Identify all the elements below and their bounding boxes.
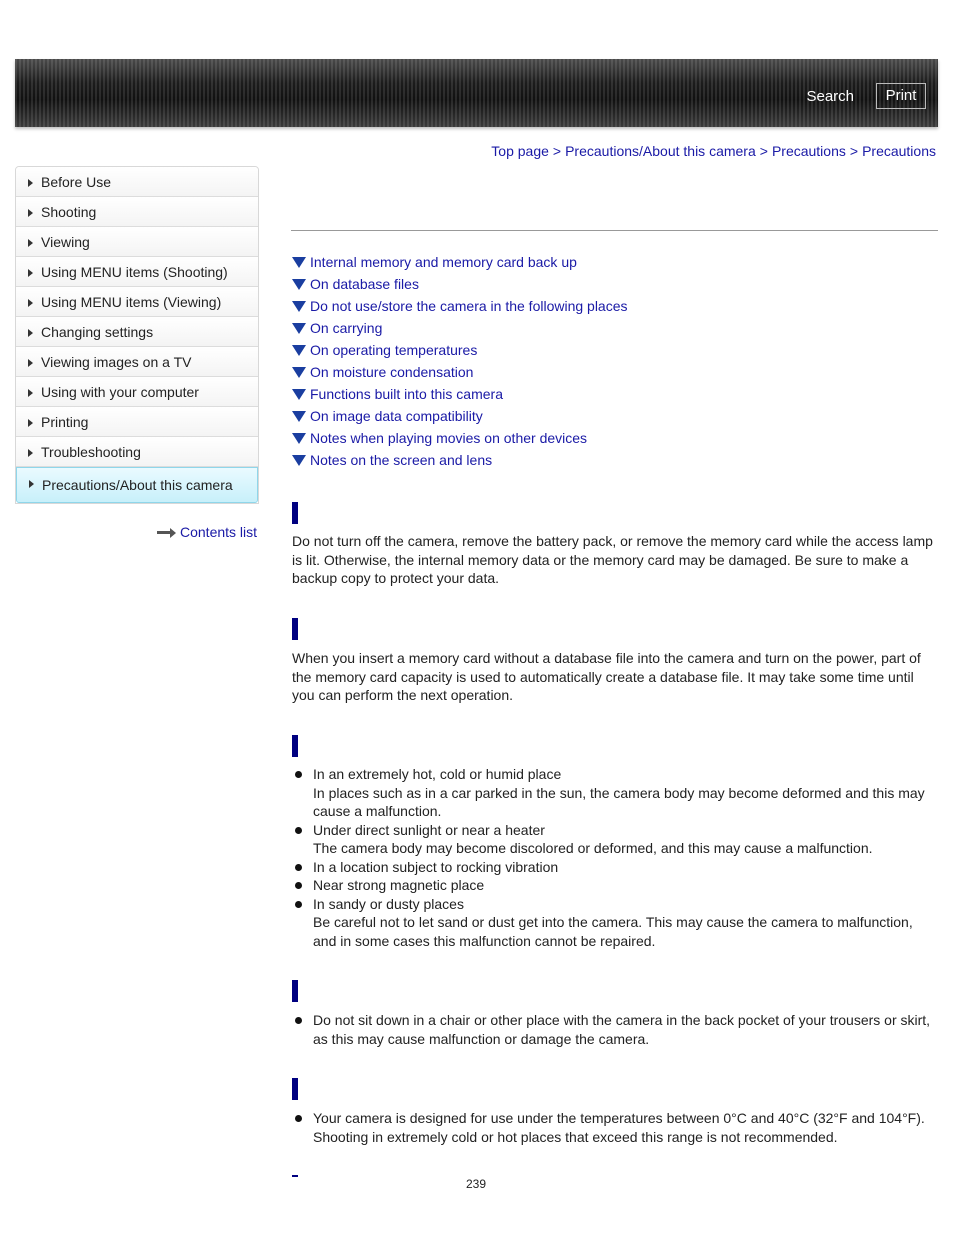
toc-link-functions[interactable] xyxy=(292,383,628,405)
arrow-right-icon xyxy=(28,179,33,187)
triangle-down-icon xyxy=(292,389,306,400)
toc-link-screen-lens[interactable] xyxy=(292,449,628,471)
triangle-down-icon xyxy=(292,301,306,312)
triangle-down-icon xyxy=(292,279,306,290)
list-item-detail: The camera body may become discolored or deformed, and this may cause a malfunction. xyxy=(313,840,873,856)
toc-link-label: On carrying xyxy=(310,320,383,336)
sidebar-item-shooting[interactable] xyxy=(16,197,258,227)
bullet-icon xyxy=(295,901,302,908)
list-item-detail: Be careful not to let sand or dust get into the camera. This may cause the camera to malfunction, and in some cases this malfunction cannot be repaired. xyxy=(313,914,913,949)
list-item-detail: In places such as in a car parked in the sun, the camera body may become deformed and this may cause a malfunction. xyxy=(313,784,925,819)
database-paragraph: When you insert a memory card without a database file into the camera and turn on the power, part of the memory card capacity is used to automatically create a database file. It may take some time until you can perform the next operation. xyxy=(292,650,921,703)
triangle-down-icon xyxy=(292,323,306,334)
toc-link-temperatures[interactable] xyxy=(292,339,628,361)
toc-link-label: Functions built into this camera xyxy=(310,386,503,402)
sidebar-item-computer[interactable] xyxy=(16,377,258,407)
breadcrumb-precautions-about[interactable]: Precautions/About this camera xyxy=(565,143,756,159)
temperatures-list xyxy=(292,1109,938,1146)
arrow-right-icon xyxy=(28,359,33,367)
breadcrumb-top-page[interactable]: Top page xyxy=(491,143,549,159)
sidebar-item-before-use[interactable] xyxy=(16,167,258,197)
list-item xyxy=(292,765,938,821)
sidebar-item-printing[interactable] xyxy=(16,407,258,437)
toc-link-movies[interactable] xyxy=(292,427,628,449)
sidebar-item-viewing[interactable] xyxy=(16,227,258,257)
toc-link-database[interactable] xyxy=(292,273,628,295)
header-bar xyxy=(15,59,938,127)
bullet-icon xyxy=(295,1017,302,1024)
toc-link-label: On moisture condensation xyxy=(310,364,474,380)
sidebar-item-menu-shooting[interactable] xyxy=(16,257,258,287)
breadcrumb-separator: > xyxy=(759,143,768,159)
toc-link-backup[interactable] xyxy=(292,251,628,273)
sidebar-nav xyxy=(15,166,259,504)
sidebar-item-label: Precautions/About this camera xyxy=(42,477,233,493)
toc-link-label: On operating temperatures xyxy=(310,342,478,358)
section-heading-marker xyxy=(292,980,298,1002)
sidebar-item-changing-settings[interactable] xyxy=(16,317,258,347)
sidebar-item-label: Viewing xyxy=(41,233,90,250)
breadcrumb-separator: > xyxy=(552,143,562,159)
sidebar-item-label: Changing settings xyxy=(41,323,154,340)
section-heading-marker xyxy=(292,502,298,524)
backup-paragraph: Do not turn off the camera, remove the battery pack, or remove the memory card while the access lamp is lit. Otherwise, the internal memory data or the memory card may be damaged. Be sure to make a backup copy to protect your data. xyxy=(292,533,933,586)
divider xyxy=(291,230,938,231)
section-heading-marker xyxy=(292,735,298,757)
list-item-title: In an extremely hot, cold or humid place xyxy=(313,766,562,782)
toc-link-label: Do not use/store the camera in the following places xyxy=(310,298,628,314)
arrow-right-icon xyxy=(28,389,33,397)
breadcrumb-precautions[interactable]: Precautions xyxy=(771,143,846,159)
toc-link-carrying[interactable] xyxy=(292,317,628,339)
list-item xyxy=(292,1011,938,1048)
table-of-contents xyxy=(292,251,628,471)
toc-link-label: On database files xyxy=(310,276,419,292)
arrow-right-icon xyxy=(28,449,33,457)
toc-link-label: Notes on the screen and lens xyxy=(310,452,493,468)
list-item-title: Your camera is designed for use under the temperatures between 0°C and 40°C (32°F and 104°F). Shooting in extremely cold or hot places that exceed this range is not recommended. xyxy=(313,1110,925,1145)
list-item-title: Do not sit down in a chair or other place with the camera in the back pocket of your trousers or skirt, as this may cause malfunction or damage the camera. xyxy=(313,1012,931,1047)
toc-link-compatibility[interactable] xyxy=(292,405,628,427)
list-item xyxy=(292,1109,938,1146)
arrow-right-icon xyxy=(28,269,33,277)
contents-list-link[interactable] xyxy=(157,524,257,540)
sidebar-item-label: Printing xyxy=(41,413,89,430)
sidebar-item-label: Shooting xyxy=(41,203,97,220)
list-item-title: Under direct sunlight or near a heater xyxy=(313,821,545,838)
carrying-list xyxy=(292,1011,938,1048)
list-item-title: Near strong magnetic place xyxy=(313,877,485,893)
search-link[interactable]: Search xyxy=(806,88,854,105)
triangle-down-icon xyxy=(292,455,306,466)
breadcrumb xyxy=(491,143,936,159)
section-heading-marker xyxy=(292,618,298,640)
bullet-icon xyxy=(295,1115,302,1122)
sidebar-item-viewing-tv[interactable] xyxy=(16,347,258,377)
sidebar-item-troubleshooting[interactable] xyxy=(16,437,258,467)
list-item xyxy=(292,876,938,895)
toc-link-places[interactable] xyxy=(292,295,628,317)
section-heading-marker xyxy=(292,1175,298,1177)
section-heading-marker xyxy=(292,1078,298,1100)
contents-list-label: Contents list xyxy=(180,524,258,540)
toc-link-label: Notes when playing movies on other devices xyxy=(310,430,588,446)
sidebar-item-label: Before Use xyxy=(41,173,112,190)
page-number: 239 xyxy=(466,1177,487,1191)
triangle-down-icon xyxy=(292,433,306,444)
arrow-right-icon xyxy=(28,419,33,427)
breadcrumb-precautions-current[interactable]: Precautions xyxy=(862,143,936,159)
arrow-right-icon xyxy=(28,299,33,307)
toc-link-condensation[interactable] xyxy=(292,361,628,383)
arrow-right-icon xyxy=(28,209,33,217)
arrow-right-icon xyxy=(157,527,177,537)
bullet-icon xyxy=(295,864,302,871)
sidebar-item-label: Using with your computer xyxy=(41,383,199,400)
places-list xyxy=(292,765,938,950)
sidebar-item-label: Using MENU items (Viewing) xyxy=(41,293,222,310)
list-item xyxy=(292,895,938,951)
triangle-down-icon xyxy=(292,411,306,422)
sidebar-item-label: Using MENU items (Shooting) xyxy=(41,263,228,280)
sidebar-item-precautions[interactable] xyxy=(16,467,258,503)
arrow-right-icon xyxy=(29,480,34,488)
toc-link-label: On image data compatibility xyxy=(310,408,483,424)
triangle-down-icon xyxy=(292,345,306,356)
sidebar-item-menu-viewing[interactable] xyxy=(16,287,258,317)
list-item-title: In a location subject to rocking vibration xyxy=(313,858,559,875)
breadcrumb-separator: > xyxy=(849,143,859,159)
arrow-right-icon xyxy=(28,329,33,337)
toc-link-label: Internal memory and memory card back up xyxy=(310,254,577,270)
print-button[interactable]: Print xyxy=(876,83,926,109)
list-item-title: In sandy or dusty places xyxy=(313,895,464,912)
bullet-icon xyxy=(295,771,302,778)
triangle-down-icon xyxy=(292,257,306,268)
arrow-right-icon xyxy=(28,239,33,247)
bullet-icon xyxy=(295,827,302,834)
list-item xyxy=(292,821,938,858)
triangle-down-icon xyxy=(292,367,306,378)
list-item xyxy=(292,858,938,877)
bullet-icon xyxy=(295,882,302,889)
sidebar-item-label: Viewing images on a TV xyxy=(41,353,192,370)
sidebar-item-label: Troubleshooting xyxy=(41,443,141,460)
